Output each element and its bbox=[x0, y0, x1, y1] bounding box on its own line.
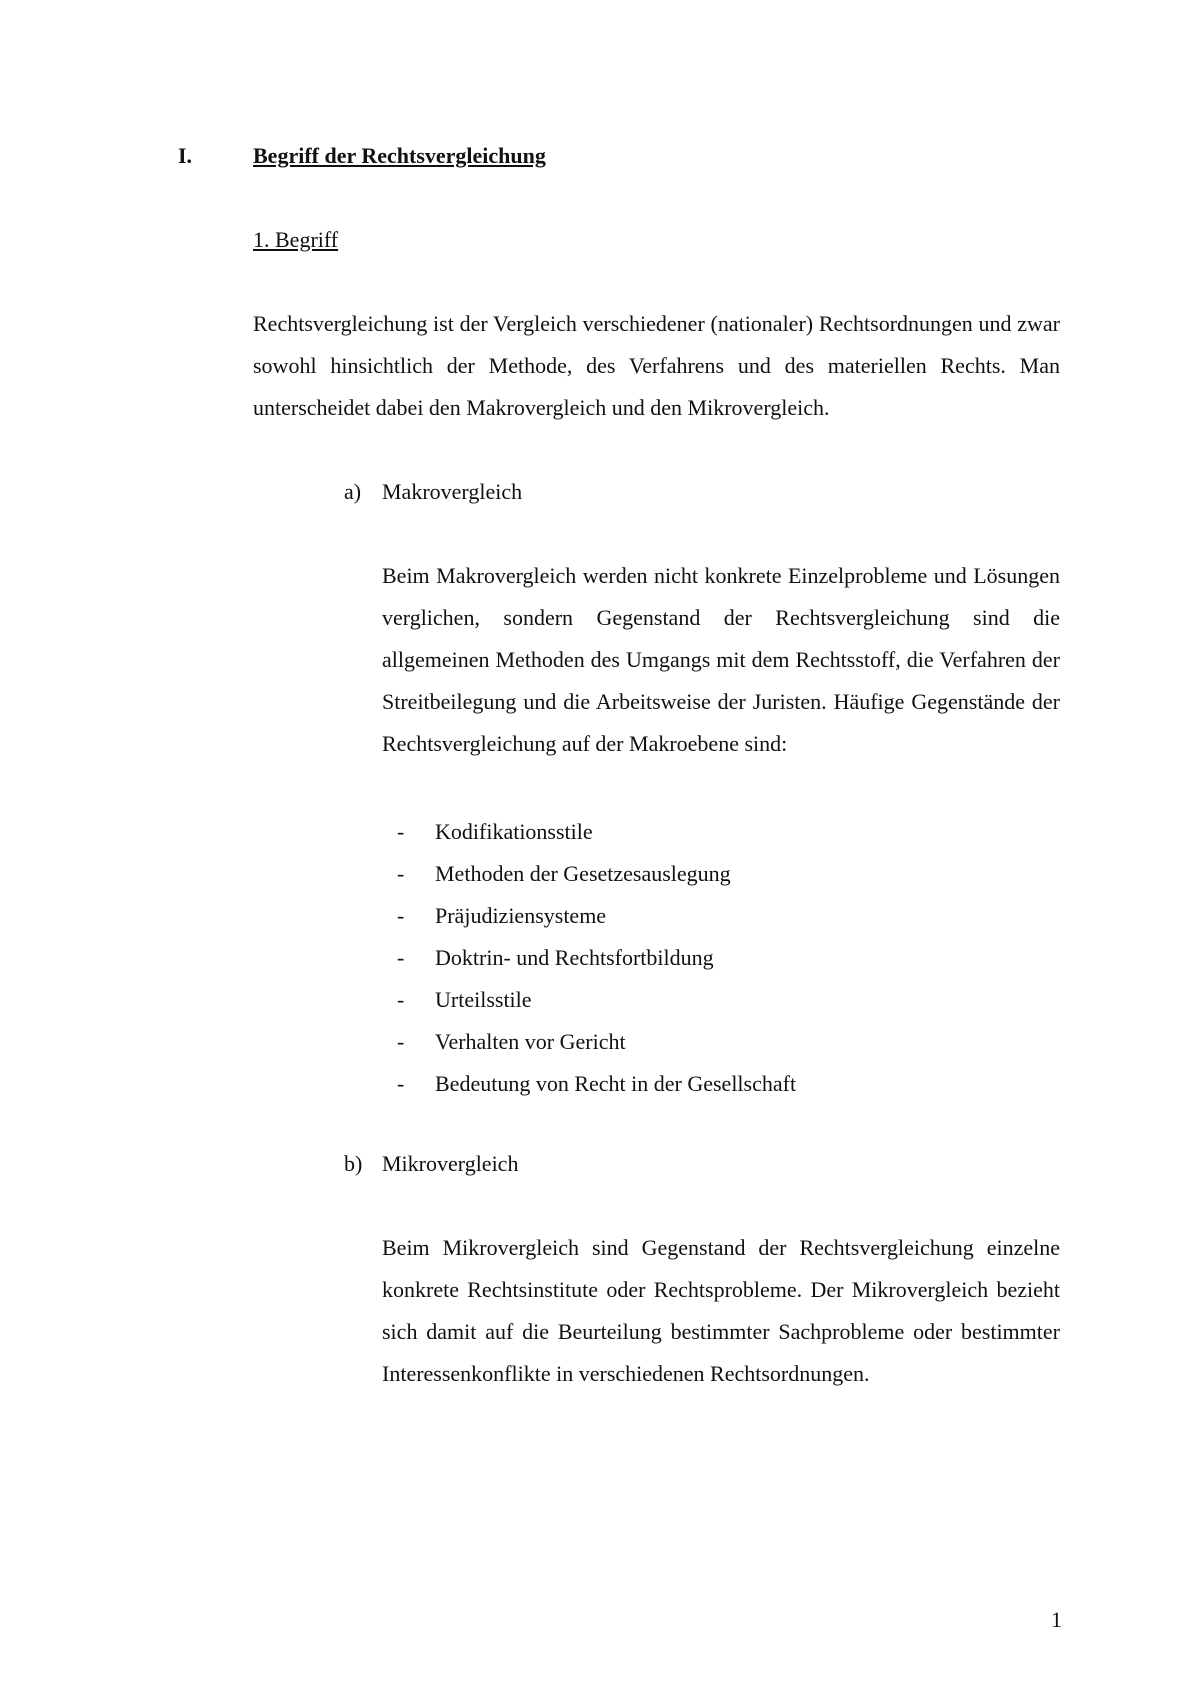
heading-number: I. bbox=[178, 143, 193, 168]
section-b-paragraph: Beim Mikrovergleich sind Gegenstand der Rechtsvergleichung einzelne konkrete Rechtsinstitute oder Rechtsprobleme. Der Mikrovergleich bezieht sich damit auf die Beurteilung bestimmter Sachprobleme oder bestimmter Interessenkonflikte in verschiedenen Rechtsordnungen. bbox=[382, 1235, 1060, 1386]
bullet-dash: - bbox=[397, 1071, 405, 1096]
section-b-marker: b) bbox=[344, 1151, 363, 1176]
heading-title: Begriff der Rechtsvergleichung bbox=[253, 143, 546, 168]
bullet-dash: - bbox=[397, 987, 405, 1012]
section-a-paragraph: Beim Makrovergleich werden nicht konkrete Einzelprobleme und Lösungen verglichen, sondern Gegenstand der Rechtsvergleichung sind die allgemeinen Methoden des Umgangs mit dem Rechtsstoff, die Verfahren der Streitbeilegung und die Arbeitsweise der Juristen. Häufige Gegenstände der Rechtsvergleichung auf der Makroebene sind: bbox=[382, 563, 1060, 756]
section-b-label: Mikrovergleich bbox=[382, 1151, 519, 1176]
bullet-dash: - bbox=[397, 903, 405, 928]
list-item-text: Verhalten vor Gericht bbox=[435, 1029, 626, 1054]
subheading: 1. Begriff bbox=[253, 227, 339, 252]
list-item-text: Präjudiziensysteme bbox=[435, 903, 607, 928]
list-item-text: Methoden der Gesetzesauslegung bbox=[435, 861, 731, 886]
list-item-text: Kodifikationsstile bbox=[435, 819, 593, 844]
section-a-label: Makrovergleich bbox=[382, 479, 523, 504]
bullet-dash: - bbox=[397, 945, 405, 970]
bullet-dash: - bbox=[397, 861, 405, 886]
bullet-dash: - bbox=[397, 1029, 405, 1054]
list-item-text: Doktrin- und Rechtsfortbildung bbox=[435, 945, 714, 970]
bullet-dash: - bbox=[397, 819, 405, 844]
intro-paragraph: Rechtsvergleichung ist der Vergleich verschiedener (nationaler) Rechtsordnungen und zwar sowohl hinsichtlich der Methode, des Verfahrens und des materiellen Rechts. Man unterscheidet dabei den Makrovergleich und den Mikrovergleich. bbox=[253, 311, 1060, 420]
section-a-marker: a) bbox=[344, 479, 362, 504]
page-number: 1 bbox=[1051, 1607, 1062, 1632]
list-item-text: Bedeutung von Recht in der Gesellschaft bbox=[435, 1071, 797, 1096]
list-item-text: Urteilsstile bbox=[435, 987, 532, 1012]
